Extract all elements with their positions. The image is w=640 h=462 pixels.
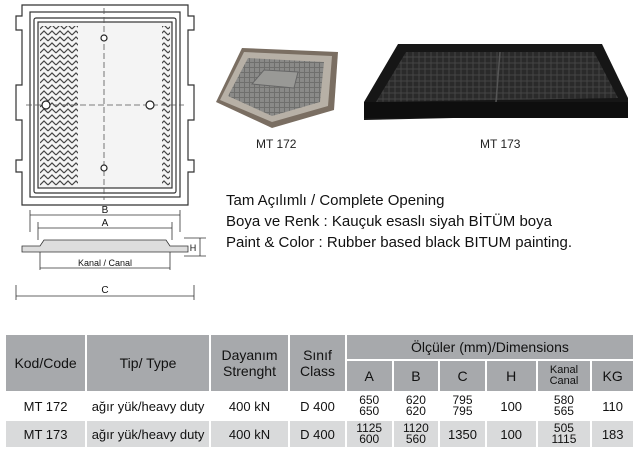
header-code: Kod/Code bbox=[6, 335, 85, 391]
header-a: A bbox=[347, 361, 392, 391]
label-c: C bbox=[101, 285, 109, 296]
label-h: H bbox=[189, 243, 197, 253]
bolt-hole bbox=[101, 165, 107, 171]
cell-a-1: 1125 bbox=[356, 421, 383, 435]
cell-h: 100 bbox=[487, 393, 536, 419]
cell-kanal bbox=[538, 393, 591, 419]
header-b: B bbox=[394, 361, 439, 391]
header-kanal-tr: Kanal bbox=[549, 364, 579, 376]
bolt-hole bbox=[146, 101, 154, 109]
header-strength-en: Strenght bbox=[223, 363, 276, 379]
product-photo-mt172 bbox=[212, 40, 342, 132]
cell-b bbox=[394, 421, 439, 447]
product-photo-mt173 bbox=[362, 42, 630, 127]
cell-b-1: 620 bbox=[405, 393, 426, 407]
header-strength bbox=[211, 335, 288, 391]
cell-kanal-1: 505 bbox=[553, 421, 574, 435]
cell-h: 100 bbox=[487, 421, 536, 447]
header-h: H bbox=[487, 361, 536, 391]
label-kanal: Kanal / Canal bbox=[77, 258, 133, 268]
photo-caption-mt173: MT 173 bbox=[480, 137, 521, 151]
header-type: Tip/ Type bbox=[87, 335, 209, 391]
photo-caption-mt172: MT 172 bbox=[256, 137, 297, 151]
cell-c bbox=[440, 393, 485, 419]
cell-b-1: 1120 bbox=[402, 421, 429, 435]
cell-strength: 400 kN bbox=[211, 393, 288, 419]
cell-class: D 400 bbox=[290, 393, 345, 419]
header-kg: KG bbox=[592, 361, 633, 391]
cell-kg: 183 bbox=[592, 421, 633, 447]
cell-a-2: 600 bbox=[359, 432, 380, 446]
label-b: B bbox=[101, 205, 109, 216]
cell-kanal-1: 580 bbox=[553, 393, 574, 407]
cell-b-2: 620 bbox=[405, 404, 426, 418]
cell-c: 1350 bbox=[440, 421, 485, 447]
cell-class: D 400 bbox=[290, 421, 345, 447]
header-class bbox=[290, 335, 345, 391]
header-strength-tr: Dayanım bbox=[221, 347, 278, 363]
header-class-en: Class bbox=[299, 363, 335, 379]
table-row bbox=[6, 393, 633, 419]
cell-code: MT 173 bbox=[6, 421, 85, 447]
technical-drawing bbox=[0, 0, 215, 305]
cell-kg: 110 bbox=[592, 393, 633, 419]
spec-table bbox=[4, 333, 635, 449]
cell-b bbox=[394, 393, 439, 419]
bolt-hole bbox=[42, 101, 50, 109]
description-line-color-tr: Boya ve Renk : Kauçuk esaslı siyah BİTÜM boya bbox=[226, 213, 552, 230]
cell-c-2: 795 bbox=[452, 404, 473, 418]
description-line-opening: Tam Açılımlı / Complete Opening bbox=[226, 192, 445, 209]
header-c: C bbox=[440, 361, 485, 391]
cell-type: ağır yük/heavy duty bbox=[87, 393, 209, 419]
header-kanal bbox=[538, 361, 591, 391]
cell-kanal-2: 565 bbox=[553, 404, 574, 418]
description bbox=[226, 190, 572, 253]
table-row bbox=[6, 421, 633, 447]
cell-a-2: 650 bbox=[359, 404, 380, 418]
header-class-tr: Sınıf bbox=[303, 347, 332, 363]
bolt-hole bbox=[101, 35, 107, 41]
cell-kanal bbox=[538, 421, 591, 447]
cell-b-2: 560 bbox=[405, 432, 426, 446]
header-dimensions: Ölçüler (mm)/Dimensions bbox=[347, 335, 633, 359]
cell-code: MT 172 bbox=[6, 393, 85, 419]
cell-strength: 400 kN bbox=[211, 421, 288, 447]
cell-type: ağır yük/heavy duty bbox=[87, 421, 209, 447]
label-a: A bbox=[101, 218, 109, 229]
cell-a bbox=[347, 393, 392, 419]
cell-c-1: 795 bbox=[452, 393, 473, 407]
header-kanal-en: Canal bbox=[549, 375, 579, 387]
cell-a-1: 650 bbox=[359, 393, 380, 407]
cell-a bbox=[347, 421, 392, 447]
description-line-color-en: Paint & Color : Rubber based black BITUM painting. bbox=[226, 234, 573, 251]
cell-kanal-2: 1115 bbox=[551, 432, 577, 446]
